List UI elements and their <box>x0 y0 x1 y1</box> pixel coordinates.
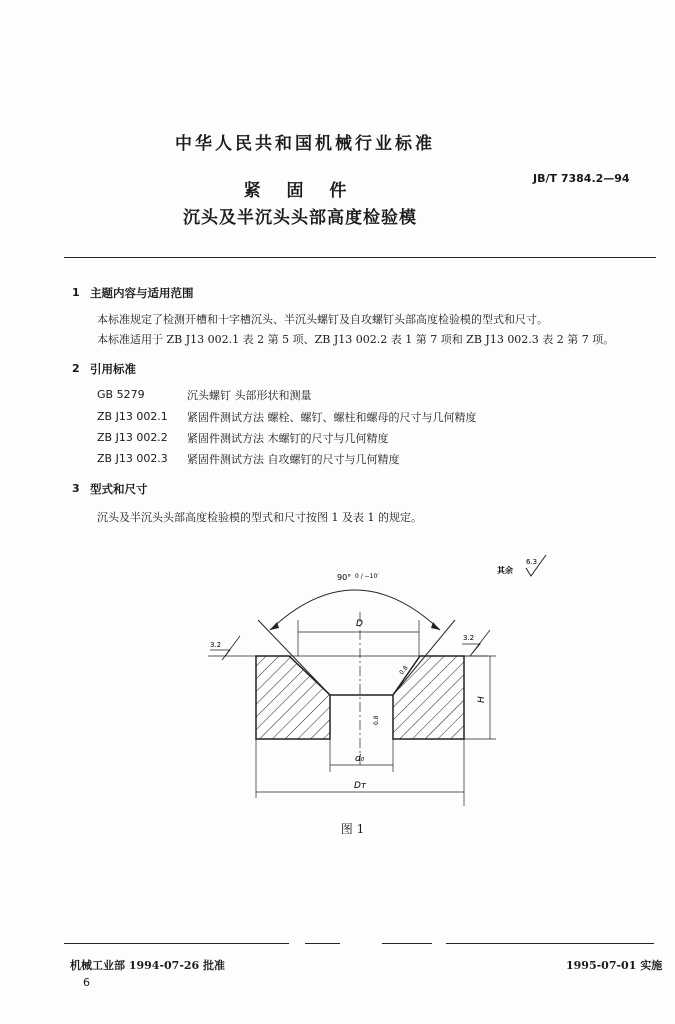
footer-rule-segment <box>64 943 289 944</box>
roughness-value-cone: 0.8 <box>398 664 410 677</box>
roughness-value-bore: 0.8 <box>373 715 380 725</box>
reference-code: ZB J13 002.3 <box>97 452 168 465</box>
angle-arc <box>270 590 440 630</box>
section1-number: 1 <box>72 286 80 299</box>
dimension-D-label: D <box>356 619 363 629</box>
document-title-line1: 紧 固 件 <box>243 181 357 201</box>
document-title-line2: 沉头及半沉头头部高度检验模 <box>183 208 417 228</box>
section1-title: 主题内容与适用范围 <box>90 286 194 300</box>
section3-paragraph1: 沉头及半沉头头部高度检验模的型式和尺寸按图 1 及表 1 的规定。 <box>97 511 422 524</box>
dimension-d0-label: d₀ <box>355 754 365 764</box>
standard-number: JB/T 7384.2—94 <box>533 172 630 185</box>
page-number: 6 <box>83 976 90 989</box>
reference-title: 紧固件测试方法 木螺钉的尺寸与几何精度 <box>187 432 389 445</box>
angle-label: 90° <box>337 573 352 582</box>
dimension-DT-label: Dᴛ <box>354 781 367 791</box>
reference-code: ZB J13 002.1 <box>97 410 168 423</box>
gauge-body-left-section <box>256 656 330 739</box>
footer-rule-segment <box>446 943 654 944</box>
dimension-H-label: H <box>477 696 487 703</box>
implementation-note: 1995-07-01 实施 <box>566 959 663 972</box>
issuing-organization: 中华人民共和国机械行业标准 <box>175 134 435 154</box>
figure-1-gauge-drawing <box>0 540 675 820</box>
reference-title: 沉头螺钉 头部形状和测量 <box>187 389 312 402</box>
reference-code: GB 5279 <box>97 388 145 401</box>
section3-number: 3 <box>72 482 80 495</box>
reference-title: 紧固件测试方法 螺栓、螺钉、螺柱和螺母的尺寸与几何精度 <box>187 411 477 424</box>
rest-roughness-label: 其余 <box>497 566 513 575</box>
reference-title: 紧固件测试方法 自攻螺钉的尺寸与几何精度 <box>187 453 400 466</box>
roughness-value-left: 3.2 <box>210 641 222 649</box>
section2-number: 2 <box>72 362 80 375</box>
rest-roughness-value: 6.3 <box>526 558 538 566</box>
section2-title: 引用标准 <box>90 362 136 376</box>
roughness-value-right: 3.2 <box>463 634 475 642</box>
header-rule <box>64 257 656 258</box>
section1-paragraph1: 本标准规定了检测开槽和十字槽沉头、半沉头螺钉及自攻螺钉头部高度检验模的型式和尺寸。 <box>97 313 548 326</box>
reference-code: ZB J13 002.2 <box>97 431 168 444</box>
footer-rule-segment <box>305 943 340 944</box>
approval-note: 机械工业部 1994-07-26 批准 <box>70 959 226 972</box>
figure-caption: 图 1 <box>340 822 365 836</box>
section1-paragraph2: 本标准适用于 ZB J13 002.1 表 2 第 5 项、ZB J13 002.2 表 1 第 7 项和 ZB J13 002.3 表 2 第 7 项。 <box>97 333 615 346</box>
section3-title: 型式和尺寸 <box>90 482 148 496</box>
angle-tolerance: 0 / −10′ <box>355 573 379 580</box>
footer-rule-segment <box>382 943 432 944</box>
